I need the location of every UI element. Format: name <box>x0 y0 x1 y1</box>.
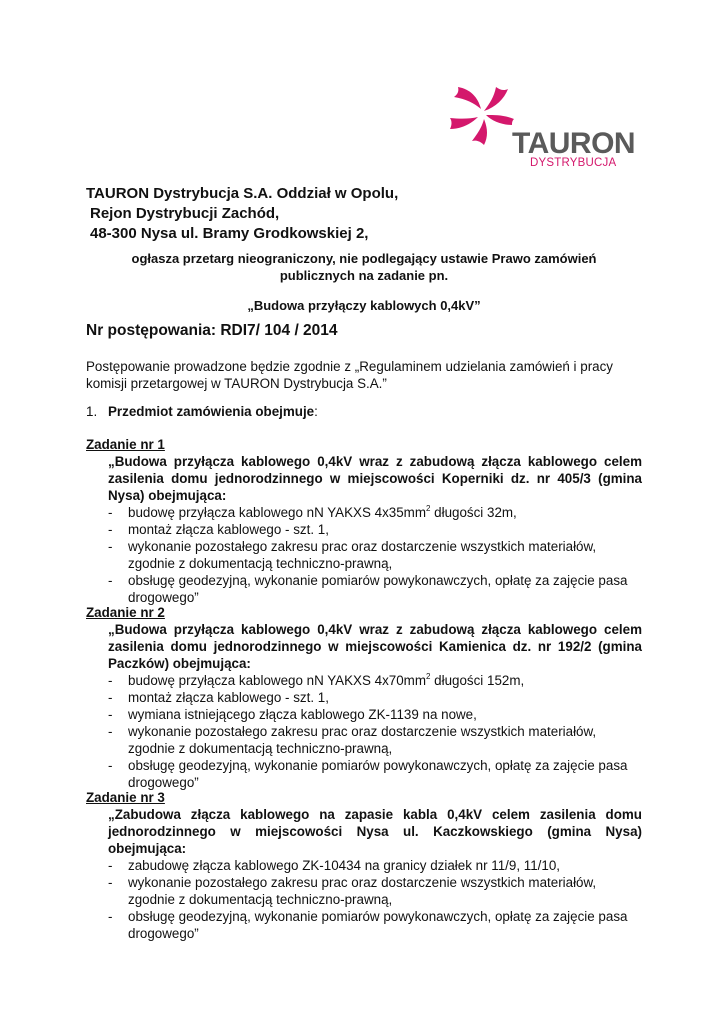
dash-bullet: - <box>108 539 113 554</box>
task-1-items <box>86 504 642 606</box>
task-3-items <box>86 857 642 942</box>
tauron-star-icon <box>448 85 518 147</box>
item-text: budowę przyłącza kablowego nN YAKXS 4x35mm <box>128 505 426 520</box>
dash-bullet: - <box>108 690 113 705</box>
dash-bullet: - <box>108 522 113 537</box>
intro-paragraph <box>86 358 646 392</box>
item-text: obsługę geodezyjną, wykonanie pomiarów powykonawczych, opłatę za zajęcie pasa drogowego” <box>128 909 628 941</box>
procedure-number: Nr postępowania: RDI7/ 104 / 2014 <box>86 322 338 339</box>
task-2 <box>86 604 642 791</box>
task-1-description: „Budowa przyłącza kablowego 0,4kV wraz z zabudową złącza kablowego celem zasilenia domu jednorodzinnego w miejscowości Koperniki dz. nr 405/3 (gmina Nysa) obejmująca: <box>108 454 642 503</box>
header-address <box>86 184 398 244</box>
list-item <box>108 757 642 791</box>
task-2-items <box>86 672 642 791</box>
announcement-line-2: publicznych na zadanie pn. <box>279 268 449 283</box>
item-text: budowę przyłącza kablowego nN YAKXS 4x70mm <box>128 673 426 688</box>
item-text: obsługę geodezyjną, wykonanie pomiarów powykonawczych, opłatę za zajęcie pasa drogowego” <box>128 573 628 605</box>
logo-subtitle: DYSTRYBUCJA <box>530 157 617 169</box>
dash-bullet: - <box>108 858 113 873</box>
task-1-heading: Zadanie nr 1 <box>86 437 165 452</box>
list-item <box>108 723 642 757</box>
list-item <box>108 706 642 723</box>
point-number: 1. <box>86 404 98 419</box>
item-text: montaż złącza kablowego - szt. 1, <box>128 522 329 537</box>
list-item <box>108 874 642 908</box>
task-1 <box>86 436 642 606</box>
superscript: 2 <box>425 672 431 681</box>
list-item <box>108 689 642 706</box>
header-line-3: 48-300 Nysa ul. Bramy Grodkowskiej 2, <box>90 225 369 242</box>
dash-bullet: - <box>108 909 113 924</box>
list-item <box>108 538 642 572</box>
task-2-description: „Budowa przyłącza kablowego 0,4kV wraz z zabudową złącza kablowego celem zasilenia domu jednorodzinnego w miejscowości Kamienica dz. nr 192/2 (gmina Paczków) obejmująca: <box>108 622 642 671</box>
task-3-description: „Zabudowa złącza kablowego na zapasie kabla 0,4kV celem zasilenia domu jednorodzinnego w miejscowości Nysa ul. Kaczkowskiego (gmina Nysa) obejmująca: <box>108 807 642 856</box>
section-point-1 <box>86 404 318 419</box>
list-item <box>108 672 642 689</box>
list-item <box>108 908 642 942</box>
dash-bullet: - <box>108 505 113 520</box>
tauron-logo <box>440 85 636 170</box>
announcement <box>90 250 638 284</box>
point-text: Przedmiot zamówienia obejmuje <box>108 404 315 419</box>
header-line-2: Rejon Dystrybucji Zachód, <box>90 205 280 222</box>
task-3-heading: Zadanie nr 3 <box>86 790 165 805</box>
item-text: wymiana istniejącego złącza kablowego ZK-1139 na nowe, <box>128 707 477 722</box>
superscript: 2 <box>425 504 431 513</box>
project-title: „Budowa przyłączy kablowych 0,4kV” <box>247 298 481 313</box>
item-text: wykonanie pozostałego zakresu prac oraz dostarczenie wszystkich materiałów, zgodnie z dokumentacją techniczno-prawną, <box>128 875 597 907</box>
dash-bullet: - <box>108 707 113 722</box>
point-colon: : <box>314 404 318 419</box>
task-2-heading: Zadanie nr 2 <box>86 605 165 620</box>
item-text: wykonanie pozostałego zakresu prac oraz dostarczenie wszystkich materiałów, zgodnie z dokumentacją techniczno-prawną, <box>128 539 597 571</box>
item-text: wykonanie pozostałego zakresu prac oraz dostarczenie wszystkich materiałów, zgodnie z dokumentacją techniczno-prawną, <box>128 724 597 756</box>
item-text: montaż złącza kablowego - szt. 1, <box>128 690 329 705</box>
list-item <box>108 572 642 606</box>
dash-bullet: - <box>108 875 113 890</box>
intro-line-2: komisji przetargowej w TAURON Dystrybucja S.A.” <box>86 376 387 391</box>
logo-wordmark: TAURON <box>512 127 636 160</box>
list-item <box>108 504 642 521</box>
list-item <box>108 857 642 874</box>
item-text: długości 152m, <box>430 673 525 688</box>
header-line-1: TAURON Dystrybucja S.A. Oddział w Opolu, <box>86 185 399 202</box>
item-text: obsługę geodezyjną, wykonanie pomiarów powykonawczych, opłatę za zajęcie pasa drogowego” <box>128 758 628 790</box>
list-item <box>108 521 642 538</box>
intro-line-1: Postępowanie prowadzone będzie zgodnie z „Regulaminem udzielania zamówień i pracy <box>86 359 614 374</box>
item-text: zabudowę złącza kablowego ZK-10434 na granicy działek nr 11/9, 11/10, <box>128 858 560 873</box>
item-text: długości 32m, <box>430 505 517 520</box>
dash-bullet: - <box>108 573 113 588</box>
dash-bullet: - <box>108 758 113 773</box>
task-3 <box>86 789 642 942</box>
dash-bullet: - <box>108 673 113 688</box>
dash-bullet: - <box>108 724 113 739</box>
announcement-line-1: ogłasza przetarg nieograniczony, nie podlegający ustawie Prawo zamówień <box>131 251 597 266</box>
